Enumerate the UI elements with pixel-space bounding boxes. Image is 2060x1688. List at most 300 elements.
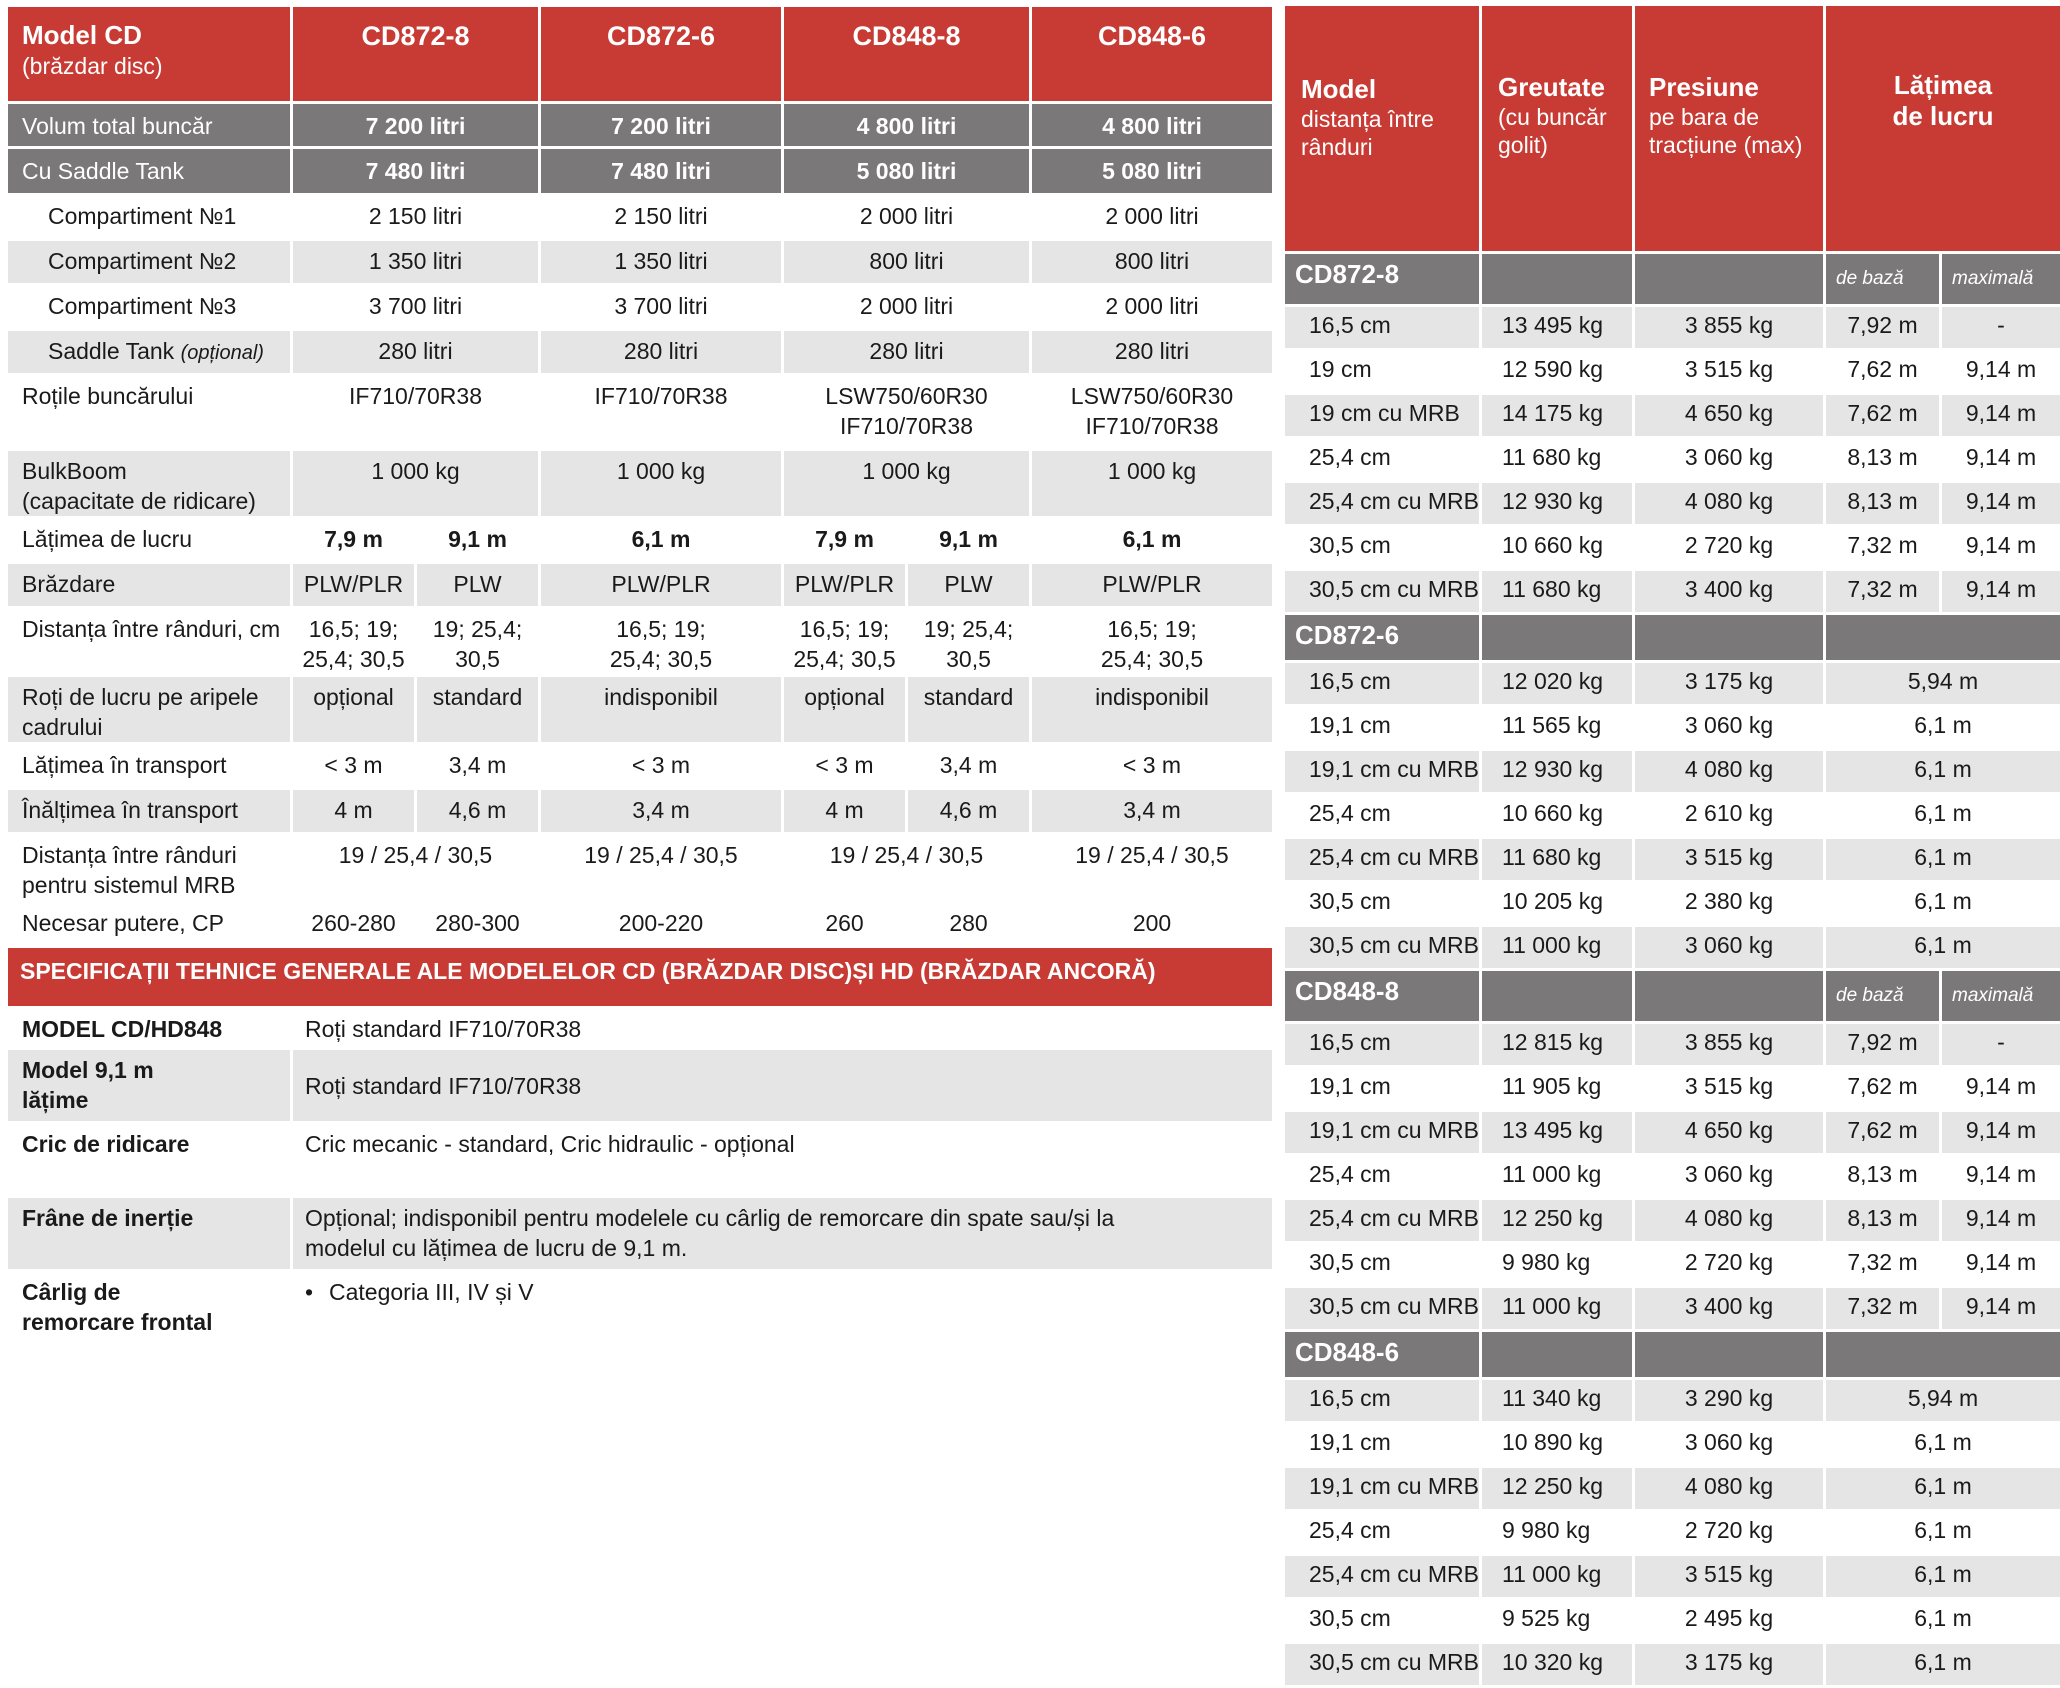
group-spacer <box>1482 615 1632 660</box>
cell-latime-max: 9,14 m <box>1942 1156 2060 1197</box>
saddle-total-row <box>8 149 1272 193</box>
group-header-cd872-6 <box>1285 615 2060 660</box>
table-row <box>1285 1200 2060 1241</box>
cell: 4,6 m <box>417 790 538 832</box>
table-row <box>1285 483 2060 524</box>
cell-latime-max: 9,14 m <box>1942 483 2060 524</box>
bullet-icon: • <box>305 1279 314 1305</box>
cell-distanta: 30,5 cm <box>1285 1600 1479 1641</box>
cell: indisponibil <box>541 677 781 742</box>
row-label: Compartiment №2 <box>8 241 290 283</box>
cell: 1 000 kg <box>541 451 781 516</box>
row-label <box>8 331 290 373</box>
spec-row-frane <box>8 1198 1272 1269</box>
putere-row <box>8 903 1272 945</box>
cd-models-spec-table <box>5 4 1275 1430</box>
spec-label <box>8 1050 290 1121</box>
cell: 280 litri <box>1032 331 1272 373</box>
cell: 260-280 <box>293 903 414 945</box>
label-line: Roți de lucru pe aripele <box>22 684 259 710</box>
cell: 1 350 litri <box>541 241 781 283</box>
table-row <box>1285 439 2060 480</box>
spec-row-model-cdhd848 <box>8 1009 1272 1047</box>
cell-greutate: 14 175 kg <box>1482 395 1632 436</box>
spec-value: Roți standard IF710/70R38 <box>293 1050 1272 1121</box>
label-line: Distanța între rânduri <box>22 842 237 868</box>
cell-presiune: 3 515 kg <box>1635 1068 1823 1109</box>
label-line: Cârlig de <box>22 1279 121 1305</box>
cell-greutate: 10 320 kg <box>1482 1644 1632 1685</box>
cell-line: 30,5 <box>946 646 991 672</box>
cell-greutate: 9 980 kg <box>1482 1244 1632 1285</box>
cell-latime: 5,94 m <box>1826 663 2060 704</box>
cell-presiune: 4 080 kg <box>1635 1200 1823 1241</box>
spec-label: MODEL CD/HD848 <box>8 1009 290 1047</box>
cell-presiune: 4 650 kg <box>1635 395 1823 436</box>
saddle-tank-row <box>8 331 1272 373</box>
cell-presiune: 3 060 kg <box>1635 927 1823 968</box>
cell-distanta: 25,4 cm cu MRB <box>1285 1556 1479 1597</box>
cell-greutate: 11 680 kg <box>1482 839 1632 880</box>
row-label <box>8 677 290 742</box>
cell-line: 25,4; 30,5 <box>793 646 896 672</box>
table-row <box>1285 1068 2060 1109</box>
cell-latime: 6,1 m <box>1826 1600 2060 1641</box>
table-row <box>1285 527 2060 568</box>
cell-latime-baza: 8,13 m <box>1826 439 1939 480</box>
cell-latime-baza: 7,62 m <box>1826 395 1939 436</box>
cell: < 3 m <box>293 745 414 787</box>
table-row <box>1285 839 2060 880</box>
cell: 3,4 m <box>1032 790 1272 832</box>
cell-greutate: 11 680 kg <box>1482 571 1632 612</box>
cell-presiune: 4 650 kg <box>1635 1112 1823 1153</box>
cell: 4 800 litri <box>784 104 1029 146</box>
cell-presiune: 3 855 kg <box>1635 307 1823 348</box>
cell-latime-baza: 7,32 m <box>1826 1288 1939 1329</box>
cell-latime-baza: 7,32 m <box>1826 1244 1939 1285</box>
table-row <box>1285 1244 2060 1285</box>
cell-latime: 6,1 m <box>1826 1556 2060 1597</box>
cell: 4 800 litri <box>1032 104 1272 146</box>
cell-distanta: 19,1 cm <box>1285 1068 1479 1109</box>
group-sub-max: maximală <box>1942 254 2060 304</box>
group-spacer <box>1635 1332 1823 1377</box>
cell: 19 / 25,4 / 30,5 <box>784 835 1029 900</box>
latime-lucru-row <box>8 519 1272 561</box>
table-row <box>1285 1156 2060 1197</box>
cell-presiune: 3 060 kg <box>1635 707 1823 748</box>
table-row <box>1285 1112 2060 1153</box>
cell-greutate: 10 660 kg <box>1482 527 1632 568</box>
cell: 280-300 <box>417 903 538 945</box>
cell-latime-baza: 7,92 m <box>1826 1024 1939 1065</box>
cell <box>784 376 1029 448</box>
cell-distanta: 30,5 cm cu MRB <box>1285 1288 1479 1329</box>
cell-greutate: 12 815 kg <box>1482 1024 1632 1065</box>
label-line: lățime <box>22 1087 89 1113</box>
label-line: BulkBoom <box>22 458 127 484</box>
spec-value <box>293 1272 1272 1427</box>
cell-presiune: 4 080 kg <box>1635 1468 1823 1509</box>
cell-presiune: 4 080 kg <box>1635 483 1823 524</box>
cell: 2 000 litri <box>784 196 1029 238</box>
group-spacer <box>1635 254 1823 304</box>
cell-greutate: 11 905 kg <box>1482 1068 1632 1109</box>
table-row <box>1285 927 2060 968</box>
cell-greutate: 12 250 kg <box>1482 1468 1632 1509</box>
wheels-row <box>8 376 1272 448</box>
cell-presiune: 3 060 kg <box>1635 439 1823 480</box>
cell: 6,1 m <box>1032 519 1272 561</box>
cell-presiune: 3 175 kg <box>1635 663 1823 704</box>
cell-latime-max: - <box>1942 1024 2060 1065</box>
cell-latime: 6,1 m <box>1826 707 2060 748</box>
cell-latime: 6,1 m <box>1826 883 2060 924</box>
group-name: CD848-6 <box>1285 1332 1479 1377</box>
cell: 2 150 litri <box>293 196 538 238</box>
cell: opțional <box>784 677 905 742</box>
table-row <box>1285 795 2060 836</box>
cell: PLW/PLR <box>784 564 905 606</box>
model-header-cd872-6: CD872-6 <box>541 7 781 101</box>
cell-line: 30,5 <box>455 646 500 672</box>
cell: opțional <box>293 677 414 742</box>
inaltime-transport-row <box>8 790 1272 832</box>
cell-presiune: 3 400 kg <box>1635 571 1823 612</box>
cell-line: 16,5; 19; <box>308 616 399 642</box>
group-header-cd848-6 <box>1285 1332 2060 1377</box>
spec-label: Frâne de inerție <box>8 1198 290 1269</box>
cell-latime: 6,1 m <box>1826 1468 2060 1509</box>
cell-distanta: 30,5 cm <box>1285 883 1479 924</box>
cell: < 3 m <box>541 745 781 787</box>
row-label <box>8 451 290 516</box>
cell-greutate: 9 980 kg <box>1482 1512 1632 1553</box>
cell: 19 / 25,4 / 30,5 <box>541 835 781 900</box>
cell-distanta: 19,1 cm cu MRB <box>1285 751 1479 792</box>
cell-distanta: 19,1 cm <box>1285 707 1479 748</box>
cell-greutate: 12 250 kg <box>1482 1200 1632 1241</box>
table-row <box>1285 1556 2060 1597</box>
header-model-sub: distanța între <box>1301 106 1434 132</box>
row-label: Distanța între rânduri, cm <box>8 609 290 674</box>
cell-latime-baza: 7,62 m <box>1826 1068 1939 1109</box>
cell-presiune: 3 515 kg <box>1635 351 1823 392</box>
cell <box>784 609 905 674</box>
cell-latime-max: 9,14 m <box>1942 1068 2060 1109</box>
cell-greutate: 10 205 kg <box>1482 883 1632 924</box>
cell-latime-max: 9,14 m <box>1942 571 2060 612</box>
cell-line: IF710/70R38 <box>1085 413 1219 439</box>
table-row <box>1285 1288 2060 1329</box>
cell: standard <box>417 677 538 742</box>
cell: standard <box>908 677 1029 742</box>
latime-transport-row <box>8 745 1272 787</box>
cell-distanta: 25,4 cm <box>1285 1156 1479 1197</box>
group-spacer <box>1482 254 1632 304</box>
table-row <box>1285 351 2060 392</box>
cell: 280 litri <box>293 331 538 373</box>
group-spacer <box>1826 615 2060 660</box>
model-header-cell <box>8 7 290 101</box>
cell: 5 080 litri <box>1032 149 1272 193</box>
cell: 800 litri <box>1032 241 1272 283</box>
cell-latime-baza: 7,62 m <box>1826 351 1939 392</box>
cell-presiune: 2 380 kg <box>1635 883 1823 924</box>
cell: 6,1 m <box>541 519 781 561</box>
group-header-cd872-8 <box>1285 254 2060 304</box>
group-header-cd848-8 <box>1285 971 2060 1021</box>
brazdare-row <box>8 564 1272 606</box>
table-row <box>1285 1380 2060 1421</box>
distanta-row <box>8 609 1272 674</box>
row-label: Roțile buncărului <box>8 376 290 448</box>
cell-latime-max: - <box>1942 307 2060 348</box>
cell-latime: 6,1 m <box>1826 795 2060 836</box>
cell-greutate: 12 020 kg <box>1482 663 1632 704</box>
cell: 7 480 litri <box>541 149 781 193</box>
model-header-cd848-6: CD848-6 <box>1032 7 1272 101</box>
spec-row-carlig <box>8 1272 1272 1427</box>
cell: PLW/PLR <box>1032 564 1272 606</box>
cell-latime: 6,1 m <box>1826 1424 2060 1465</box>
header-model <box>1285 6 1479 251</box>
cell-greutate: 11 000 kg <box>1482 1556 1632 1597</box>
compartment-1-row <box>8 196 1272 238</box>
cell-greutate: 10 890 kg <box>1482 1424 1632 1465</box>
header-model-title: Model <box>1301 74 1377 104</box>
cell-greutate: 11 000 kg <box>1482 927 1632 968</box>
label-line: (capacitate de ridicare) <box>22 488 256 514</box>
volum-total-row <box>8 104 1272 146</box>
spec-row-model-91 <box>8 1050 1272 1121</box>
group-sub-max: maximală <box>1942 971 2060 1021</box>
cell: 1 350 litri <box>293 241 538 283</box>
cell: 3,4 m <box>541 790 781 832</box>
spec-label: Cric de ridicare <box>8 1124 290 1195</box>
cell <box>908 609 1029 674</box>
general-specs-title: SPECIFICAȚII TEHNICE GENERALE ALE MODELELOR CD (BRĂZDAR DISC)ȘI HD (BRĂZDAR ANCORĂ) <box>8 948 1272 1006</box>
row-label: Cu Saddle Tank <box>8 149 290 193</box>
cell-distanta: 19,1 cm cu MRB <box>1285 1112 1479 1153</box>
group-name: CD872-6 <box>1285 615 1479 660</box>
cell-presiune: 3 290 kg <box>1635 1380 1823 1421</box>
cell-latime-baza: 8,13 m <box>1826 483 1939 524</box>
cell-line: 19; 25,4; <box>432 616 523 642</box>
cell-presiune: 2 720 kg <box>1635 527 1823 568</box>
cell-line: 25,4; 30,5 <box>1100 646 1204 672</box>
row-label: Volum total buncăr <box>8 104 290 146</box>
value-line: Opțional; indisponibil pentru modelele cu cârlig de remorcare din spate sau/și la <box>305 1205 1115 1231</box>
cell-presiune: 3 400 kg <box>1635 1288 1823 1329</box>
header-presiune <box>1635 6 1823 251</box>
cell-greutate: 11 565 kg <box>1482 707 1632 748</box>
cell: indisponibil <box>1032 677 1272 742</box>
table-row <box>1285 307 2060 348</box>
row-label: Brăzdare <box>8 564 290 606</box>
cell-greutate: 13 495 kg <box>1482 307 1632 348</box>
group-sub-base: de bază <box>1826 254 1939 304</box>
cell: 4 m <box>293 790 414 832</box>
cell-presiune: 3 515 kg <box>1635 839 1823 880</box>
cell-line: 16,5; 19; <box>1107 616 1197 642</box>
cell-distanta: 30,5 cm cu MRB <box>1285 1644 1479 1685</box>
cell: 7 200 litri <box>293 104 538 146</box>
table-row <box>1285 1468 2060 1509</box>
cell-line: 16,5; 19; <box>799 616 890 642</box>
compartment-2-row <box>8 241 1272 283</box>
spec-row-cric <box>8 1124 1272 1195</box>
cell-distanta: 19,1 cm cu MRB <box>1285 1468 1479 1509</box>
cell: 2 000 litri <box>1032 286 1272 328</box>
cell: PLW/PLR <box>541 564 781 606</box>
cell-distanta: 30,5 cm <box>1285 527 1479 568</box>
cell-greutate: 11 000 kg <box>1482 1288 1632 1329</box>
cell-latime: 6,1 m <box>1826 751 2060 792</box>
table-row <box>1285 707 2060 748</box>
cell-distanta: 19 cm cu MRB <box>1285 395 1479 436</box>
cell-line: IF710/70R38 <box>840 413 973 439</box>
group-spacer <box>1482 971 1632 1021</box>
cell-presiune: 3 060 kg <box>1635 1156 1823 1197</box>
table-row <box>1285 1512 2060 1553</box>
cell: 7 200 litri <box>541 104 781 146</box>
group-name: CD848-8 <box>1285 971 1479 1021</box>
cell-latime: 6,1 m <box>1826 1644 2060 1685</box>
cell-line: LSW750/60R30 <box>1070 383 1234 409</box>
table-row <box>1285 1600 2060 1641</box>
table-row <box>1285 571 2060 612</box>
cell: 280 litri <box>784 331 1029 373</box>
saddle-note: (opțional) <box>180 342 264 364</box>
weight-pressure-table <box>1282 3 2060 1688</box>
cell: 260 <box>784 903 905 945</box>
row-label <box>8 835 290 900</box>
header-greutate-sub: golit) <box>1498 132 1548 158</box>
header-greutate-sub: (cu buncăr <box>1498 104 1607 130</box>
cell-latime-max: 9,14 m <box>1942 439 2060 480</box>
cell-presiune: 2 720 kg <box>1635 1244 1823 1285</box>
cell-line: 25,4; 30,5 <box>302 646 405 672</box>
table-row <box>1285 1644 2060 1685</box>
row-label: Lățimea în transport <box>8 745 290 787</box>
cell: 4,6 m <box>908 790 1029 832</box>
cell: 3,4 m <box>908 745 1029 787</box>
value-line: modelul cu lățimea de lucru de 9,1 m. <box>305 1235 688 1261</box>
model-cd-label: Model CD <box>22 20 142 50</box>
cell: 1 000 kg <box>784 451 1029 516</box>
table-row <box>1285 751 2060 792</box>
spec-value <box>293 1198 1272 1269</box>
cell-latime: 5,94 m <box>1826 1380 2060 1421</box>
cell-distanta: 25,4 cm cu MRB <box>1285 839 1479 880</box>
table-row <box>1285 1024 2060 1065</box>
cell: 280 <box>908 903 1029 945</box>
cell-line: 19; 25,4; <box>923 616 1014 642</box>
cell-greutate: 11 340 kg <box>1482 1380 1632 1421</box>
cell-line: 25,4; 30,5 <box>609 646 713 672</box>
label-line: pentru sistemul MRB <box>22 872 236 898</box>
cell: 7,9 m <box>293 519 414 561</box>
cell: 200-220 <box>541 903 781 945</box>
cell: < 3 m <box>1032 745 1272 787</box>
group-name: CD872-8 <box>1285 254 1479 304</box>
cell-distanta: 19 cm <box>1285 351 1479 392</box>
cell-latime-max: 9,14 m <box>1942 351 2060 392</box>
cell-latime-max: 9,14 m <box>1942 395 2060 436</box>
compartment-3-row <box>8 286 1272 328</box>
cell-distanta: 30,5 cm <box>1285 1244 1479 1285</box>
saddle-label: Saddle Tank <box>48 338 175 364</box>
cell: 9,1 m <box>417 519 538 561</box>
cell: 9,1 m <box>908 519 1029 561</box>
cell-greutate: 11 680 kg <box>1482 439 1632 480</box>
roti-aripi-row <box>8 677 1272 742</box>
cell-distanta: 30,5 cm cu MRB <box>1285 927 1479 968</box>
cell-latime-max: 9,14 m <box>1942 1244 2060 1285</box>
cell-distanta: 16,5 cm <box>1285 663 1479 704</box>
cell <box>1032 376 1272 448</box>
header-presiune-sub: pe bara de <box>1649 104 1759 130</box>
cell-greutate: 10 660 kg <box>1482 795 1632 836</box>
cell-distanta: 25,4 cm cu MRB <box>1285 483 1479 524</box>
row-label: Compartiment №1 <box>8 196 290 238</box>
cell-latime-baza: 8,13 m <box>1826 1156 1939 1197</box>
cell-latime: 6,1 m <box>1826 1512 2060 1553</box>
cell-distanta: 19,1 cm <box>1285 1424 1479 1465</box>
cell: 2 000 litri <box>784 286 1029 328</box>
cell-latime-baza: 7,32 m <box>1826 571 1939 612</box>
cell: PLW <box>417 564 538 606</box>
header-model-sub: rânduri <box>1301 134 1373 160</box>
cell-presiune: 3 175 kg <box>1635 1644 1823 1685</box>
cell-distanta: 25,4 cm <box>1285 1512 1479 1553</box>
table-row <box>1285 395 2060 436</box>
cell-latime: 6,1 m <box>1826 839 2060 880</box>
bulkboom-row <box>8 451 1272 516</box>
cell: 5 080 litri <box>784 149 1029 193</box>
cell: 7,9 m <box>784 519 905 561</box>
spec-value: Roți standard IF710/70R38 <box>293 1009 1272 1047</box>
cell-greutate: 11 000 kg <box>1482 1156 1632 1197</box>
row-label: Necesar putere, CP <box>8 903 290 945</box>
cell: 280 litri <box>541 331 781 373</box>
cell-presiune: 3 515 kg <box>1635 1556 1823 1597</box>
header-greutate <box>1482 6 1632 251</box>
cell-latime-max: 9,14 m <box>1942 1288 2060 1329</box>
cell <box>417 609 538 674</box>
cell: < 3 m <box>784 745 905 787</box>
cell-presiune: 2 495 kg <box>1635 1600 1823 1641</box>
cell: 2 000 litri <box>1032 196 1272 238</box>
cell: 800 litri <box>784 241 1029 283</box>
row-label: Lățimea de lucru <box>8 519 290 561</box>
cell-line: LSW750/60R30 <box>825 383 988 409</box>
cell-distanta: 25,4 cm cu MRB <box>1285 1200 1479 1241</box>
cell-greutate: 9 525 kg <box>1482 1600 1632 1641</box>
cell-greutate: 12 590 kg <box>1482 351 1632 392</box>
header-latime-line: Lățimea <box>1893 70 1993 100</box>
cell-distanta: 16,5 cm <box>1285 1380 1479 1421</box>
spec-label <box>8 1272 290 1427</box>
model-header-cd872-8: CD872-8 <box>293 7 538 101</box>
cell: IF710/70R38 <box>293 376 538 448</box>
cell-distanta: 30,5 cm cu MRB <box>1285 571 1479 612</box>
row-label: Înălțimea în transport <box>8 790 290 832</box>
cell: 3 700 litri <box>541 286 781 328</box>
cell-latime: 6,1 m <box>1826 927 2060 968</box>
